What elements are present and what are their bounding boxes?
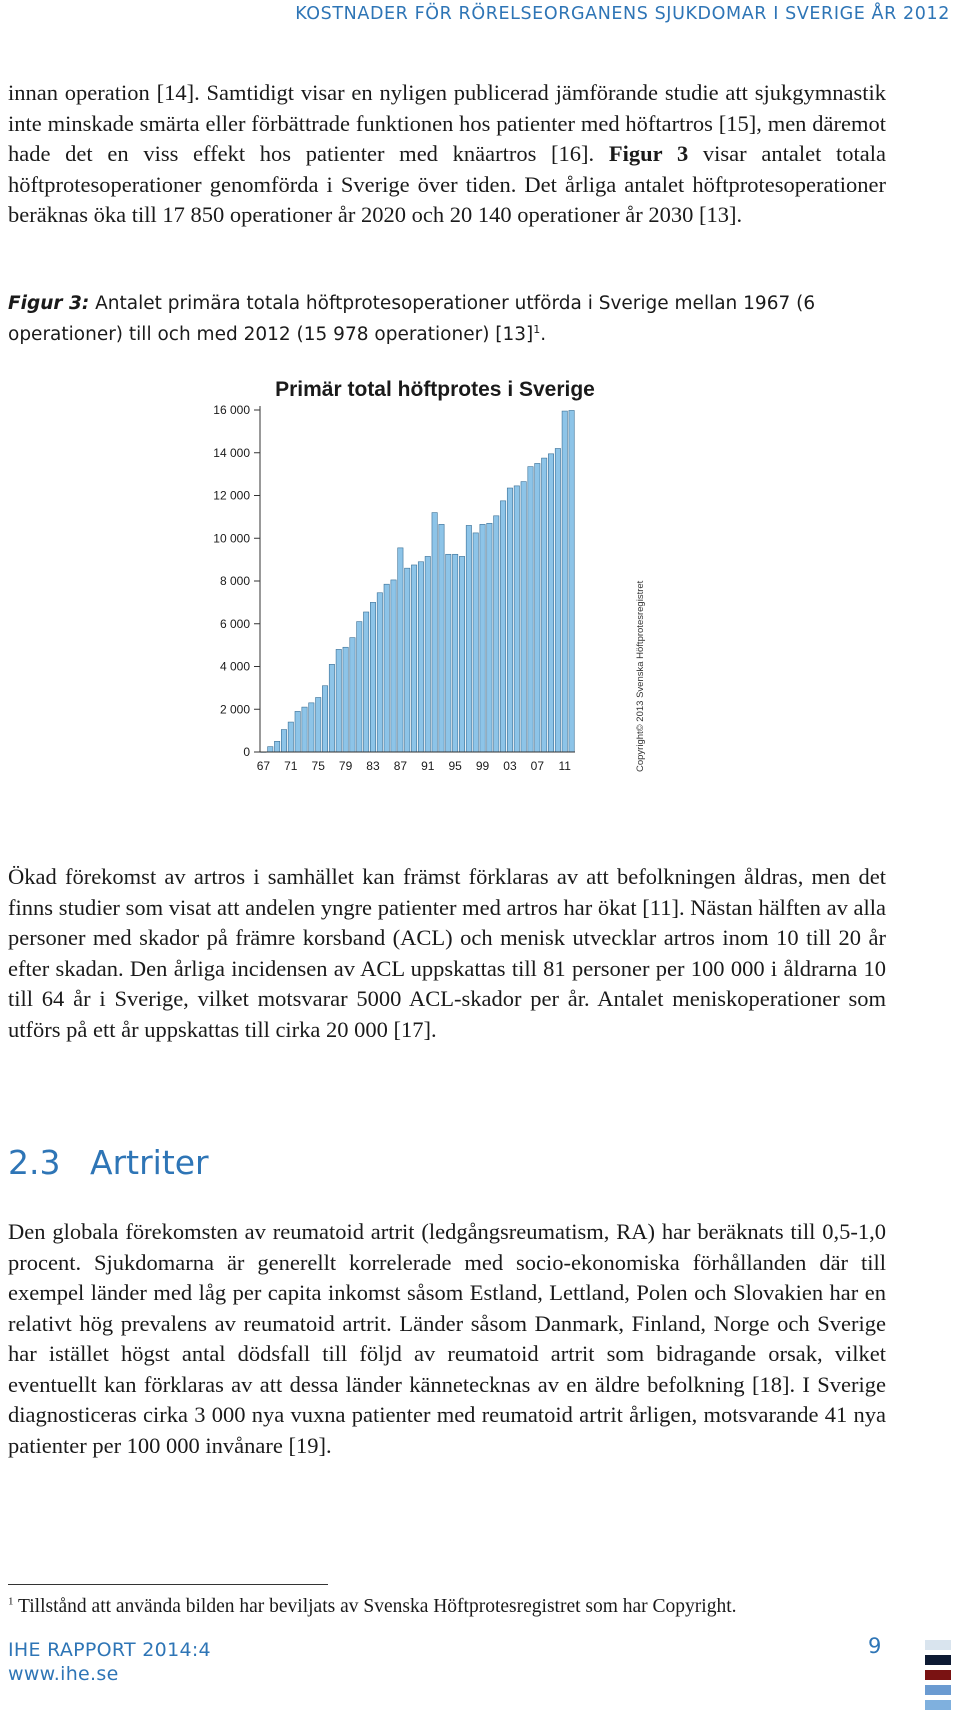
logo-stripe	[925, 1655, 951, 1665]
bar-1998	[473, 533, 478, 752]
y-axis	[213, 403, 260, 759]
x-tick-label: 79	[338, 759, 353, 773]
section-number: 2.3	[8, 1143, 61, 1182]
y-tick-label: 8 000	[219, 574, 250, 588]
paragraph-artros: Ökad förekomst av artros i samhället kan främst förklaras av att befolkningen åldras, men det finns studier som visat att andelen yngre patienter med artros har ökat [11]. Nästan hälften av alla personer med skador på främre korsband (ACL) och menisk utvecklar artros inom 10 till 20 år efter skadan. Den årliga incidensen av ACL uppskattas till 81 personer per 100 000 i åldrarna 10 till 64 år i Sverige, vilket motsvarar 5000 ACL-skador per år. Antalet meniskoperationer som utförs på ett år uppskattas till cirka 20 000 [17].	[8, 864, 886, 1042]
bar-1978	[336, 649, 341, 752]
bar-1999	[480, 524, 485, 752]
bar-1972	[295, 711, 300, 752]
bar-2003	[507, 488, 512, 752]
bar-1987	[398, 548, 403, 752]
bar-1980	[350, 638, 355, 752]
y-tick-label: 16 000	[213, 403, 250, 417]
bar-1993	[439, 524, 444, 752]
x-tick-label: 91	[421, 759, 435, 773]
x-axis	[257, 752, 575, 773]
section-title: Artriter	[90, 1143, 209, 1182]
figure-caption-label: Figur 3:	[8, 293, 90, 314]
bar-1991	[425, 556, 430, 752]
hip-prosthesis-chart	[213, 372, 650, 832]
footnote-number: 1	[8, 1595, 14, 1608]
bar-2001	[494, 516, 499, 752]
bar-2008	[542, 458, 547, 752]
bar-2007	[535, 463, 540, 752]
bar-1979	[343, 647, 348, 752]
y-tick-label: 6 000	[219, 616, 250, 631]
bar-1988	[405, 568, 410, 752]
bar-1983	[370, 602, 375, 752]
y-tick-label: 10 000	[213, 531, 250, 546]
bar-1974	[309, 703, 314, 752]
bar-1976	[322, 686, 327, 752]
y-tick-label: 12 000	[213, 488, 250, 503]
x-tick-label: 67	[256, 759, 271, 773]
footer-info	[8, 1638, 211, 1686]
bar-1970	[281, 730, 286, 752]
x-tick-label: 11	[558, 759, 571, 773]
running-header: KOSTNADER FÖR RÖRELSEORGANENS SJUKDOMAR I SVERIGE ÅR 2012	[295, 4, 950, 24]
x-tick-label: 03	[503, 759, 517, 773]
bar-1989	[411, 565, 416, 752]
paragraph-artriter: Den globala förekomsten av reumatoid artrit (ledgångsreumatism, RA) har beräknats till 0,5-1,0 procent. Sjukdomarna är generellt korrelerade med socio-ekonomiska förhållanden där till exempel länder med låg per capita inkomst såsom Estland, Lettland, Polen och Slovakien har en relativt hög prevalens av reumatoid artrit. Länder såsom Danmark, Finland, Norge och Sverige har istället högst antal dödsfall till följd av reumatoid artrit som bidragande orsak, vilket eventuellt kan förklaras av att dessa länder kännetecknas av en äldre befolkning [18]. I Sverige diagnosticeras cirka 3 000 nya vuxna patienter med reumatoid artrit årligen, motsvarande 41 nya patienter per 100 000 invånare [19].	[8, 1219, 886, 1458]
footnote-text: Tillstånd att använda bilden har beviljats av Svenska Höftprotesregistret som har Copyright.	[13, 1596, 737, 1617]
bar-1992	[432, 513, 437, 752]
bar-2000	[487, 523, 492, 752]
paragraph-intro	[8, 78, 886, 231]
y-tick-label: 14 000	[213, 445, 250, 460]
x-tick-label: 87	[393, 759, 408, 773]
chart-title: Primär total höftprotes i Sverige	[275, 378, 595, 401]
section-heading	[8, 1143, 209, 1182]
bar-1971	[288, 722, 293, 752]
paragraph-intro-text-a: innan operation [14]. Samtidigt visar en nyligen publicerad jämförande studie att sjukgymnastik inte minskade smärta eller förbättrade funktionen hos patienter med höftartros [15], men däremot hade det en viss effekt hos patienter med knäartros [16].	[8, 80, 886, 166]
logo-stripes	[925, 1640, 951, 1715]
bar-1994	[446, 554, 451, 752]
x-tick-label: 95	[448, 759, 462, 773]
logo-stripe	[925, 1700, 951, 1710]
bar-1982	[363, 612, 368, 752]
bar-2012	[569, 410, 574, 752]
footnote	[8, 1594, 737, 1620]
bar-1985	[384, 584, 389, 752]
footer-url[interactable]: www.ihe.se	[8, 1663, 119, 1685]
bar-1975	[316, 697, 321, 752]
footnote-mark: 1	[533, 322, 541, 336]
figure-caption-end: .	[540, 324, 547, 345]
logo-stripe	[925, 1685, 951, 1695]
logo-stripe	[925, 1640, 951, 1650]
bar-2011	[562, 411, 567, 752]
x-tick-label: 71	[284, 759, 298, 773]
bar-2010	[555, 448, 560, 752]
x-tick-label: 83	[366, 759, 380, 773]
y-tick-label: 2 000	[219, 702, 250, 717]
bar-1969	[274, 741, 279, 752]
bar-1973	[302, 707, 307, 752]
bar-1977	[329, 664, 334, 752]
logo-stripe	[925, 1670, 951, 1680]
paragraph-intro-text-b: visar antalet totala höftprotesoperationer genomförda i Sverige över tiden. Det årliga antalet höftprotesoperationer beräknas öka till 17 850 operationer år 2020 och 20 140 operationer år 2030 [13].	[8, 141, 887, 227]
bar-1997	[466, 525, 471, 752]
bar-2002	[500, 501, 505, 752]
x-tick-label: 07	[530, 759, 545, 773]
bar-1968	[268, 747, 273, 752]
figure-caption-text: Antalet primära totala höftprotesoperationer utförda i Sverige mellan 1967 (6 operationer) till och med 2012 (15 978 operationer) [13]	[8, 293, 816, 345]
bar-1981	[357, 622, 362, 752]
chart-copyright: Copyright© 2013 Svenska Höftprotesregistret	[635, 580, 646, 772]
bar-2009	[548, 454, 553, 752]
footer-report: IHE RAPPORT 2014:4	[8, 1639, 211, 1661]
bar-2005	[521, 482, 526, 752]
bar-1986	[391, 580, 396, 752]
bar-1990	[418, 562, 423, 752]
y-tick-label: 0	[243, 745, 250, 759]
x-tick-label: 75	[311, 759, 325, 773]
bar-2004	[514, 486, 519, 752]
bar-1995	[452, 554, 457, 752]
bar-1984	[377, 593, 382, 752]
y-tick-label: 4 000	[219, 659, 250, 674]
footnote-divider	[8, 1584, 328, 1585]
bar-1996	[459, 556, 464, 752]
figure-caption	[8, 288, 908, 350]
bars	[261, 410, 575, 752]
figure-reference: Figur 3	[608, 141, 689, 166]
page-number: 9	[868, 1634, 882, 1658]
x-tick-label: 99	[475, 759, 490, 773]
bar-2006	[528, 467, 533, 752]
